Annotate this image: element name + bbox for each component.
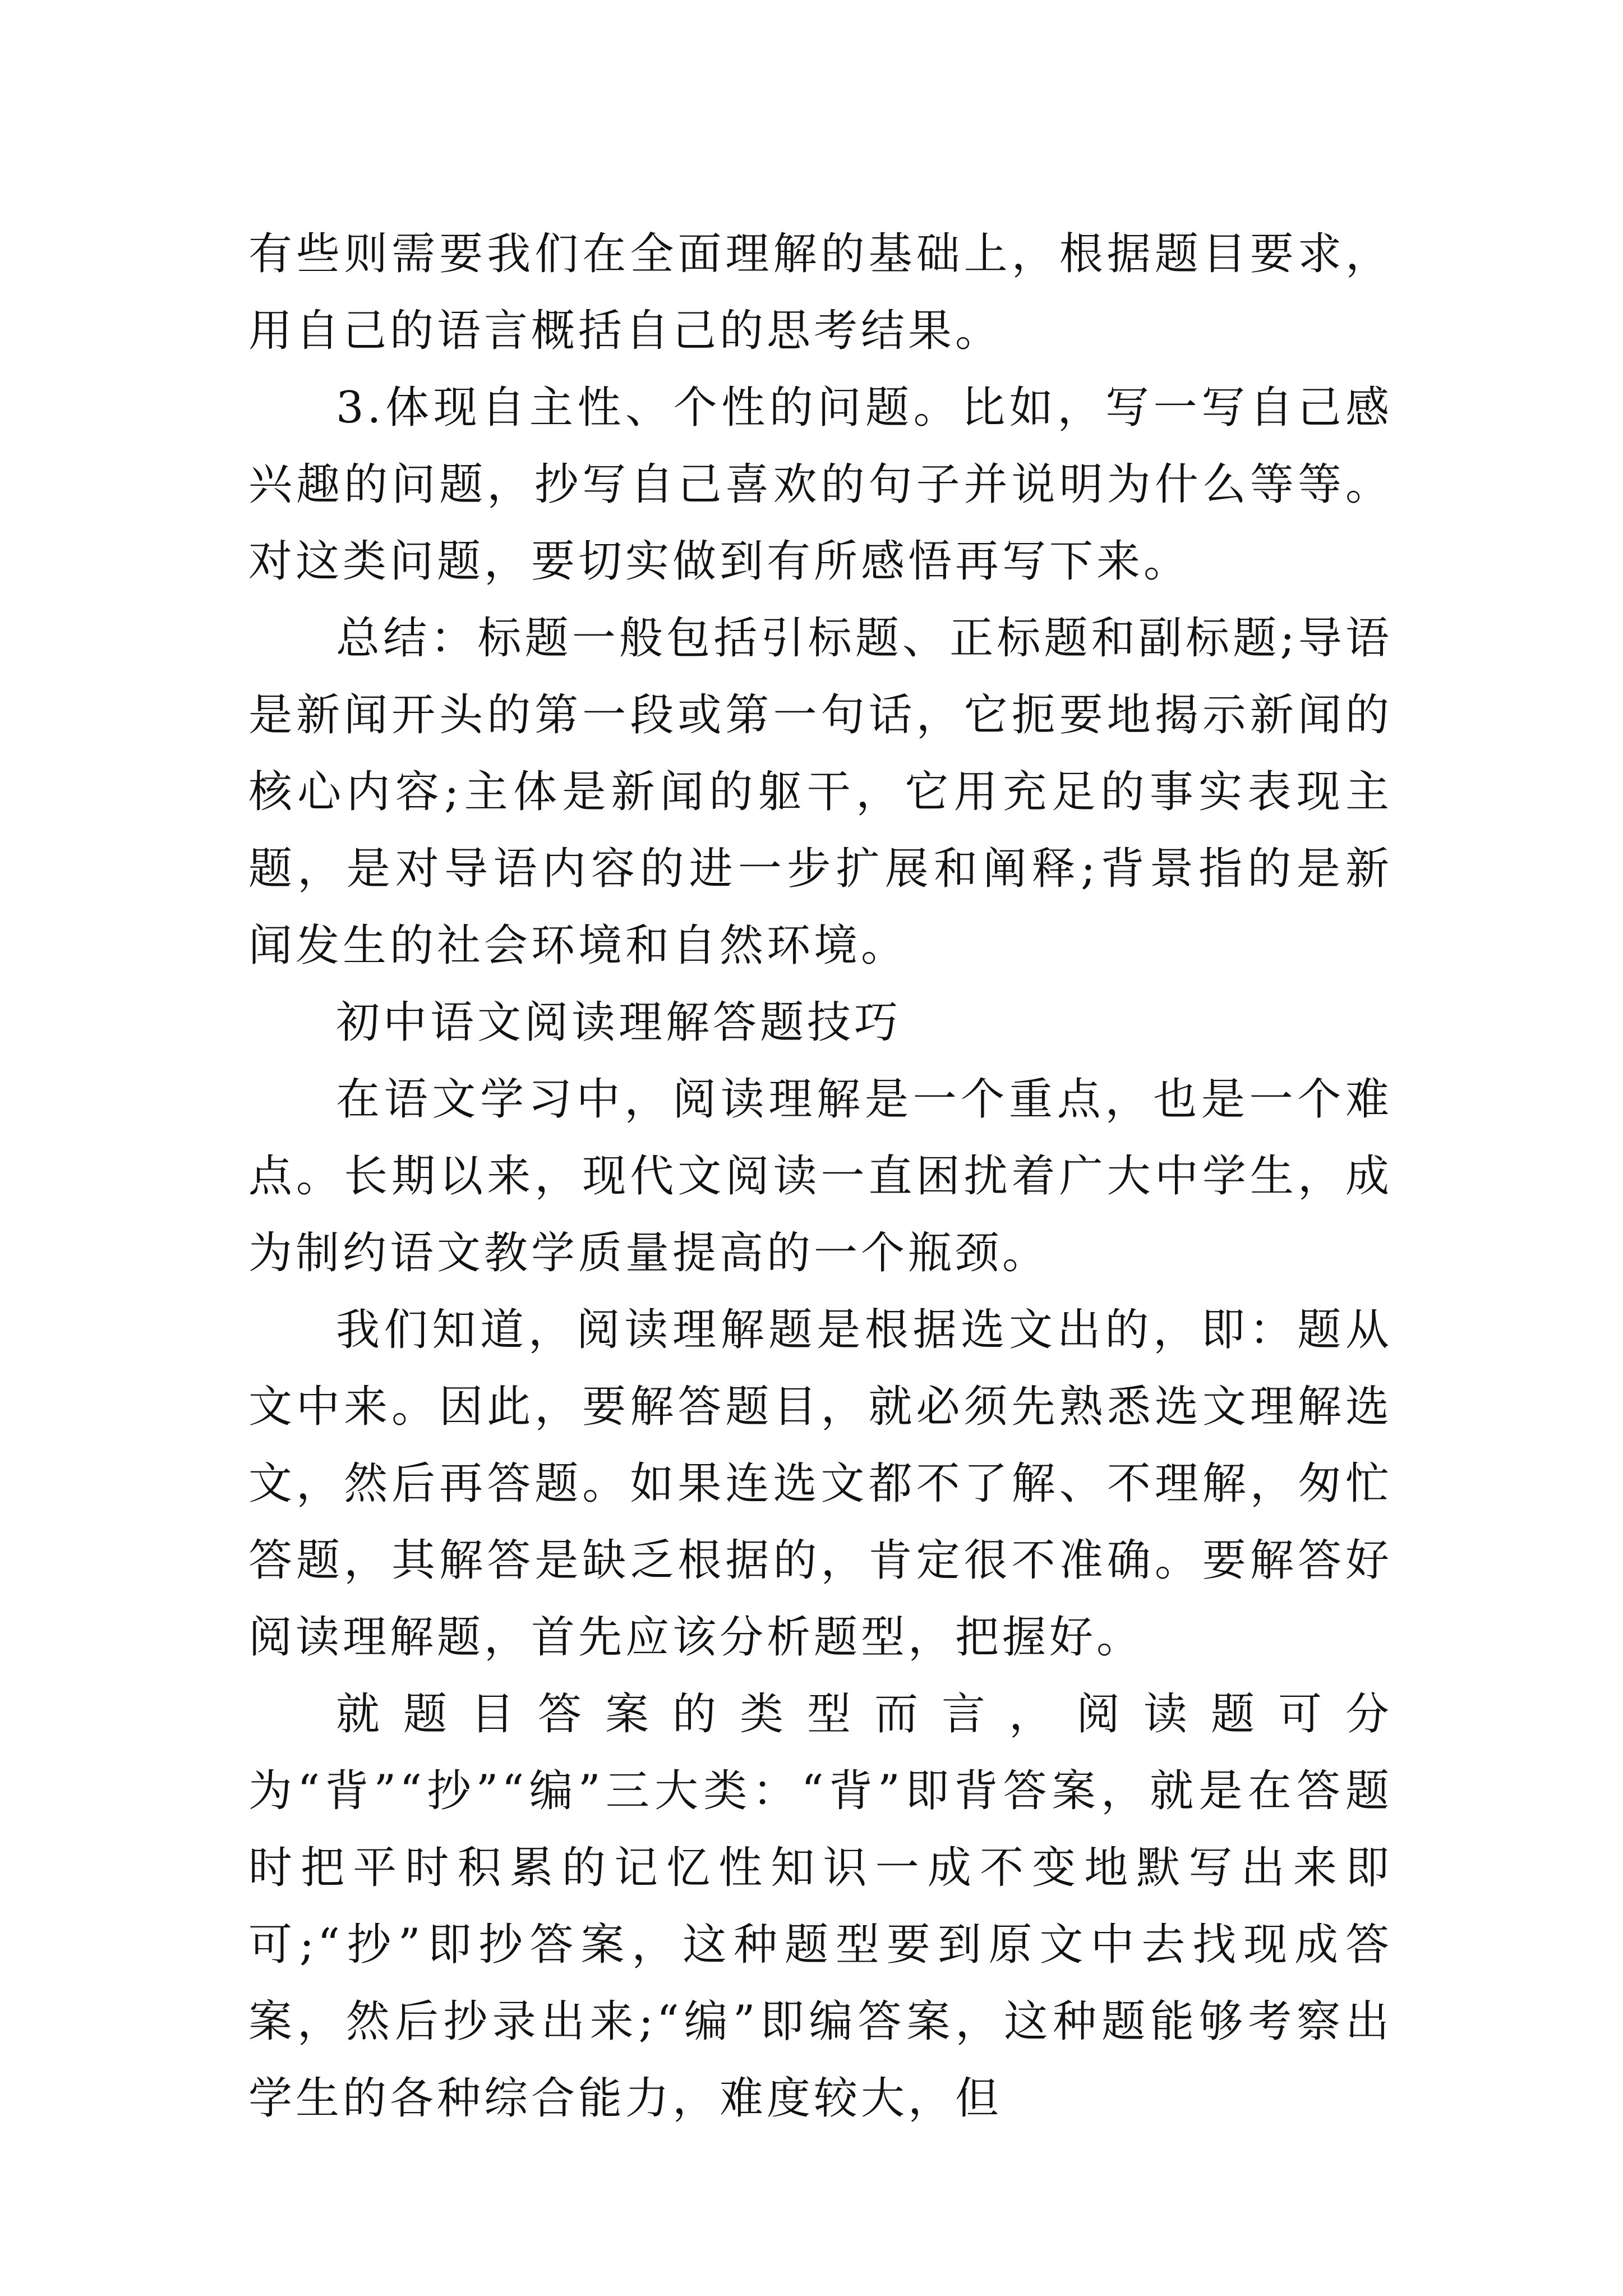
document-body bbox=[248, 216, 1393, 2137]
paragraph-point-3: 3.体现自主性、个性的问题。比如，写一写自己感兴趣的问题，抄写自己喜欢的句子并说明为什么等等。对这类问题，要切实做到有所感悟再写下来。 bbox=[248, 383, 1393, 587]
section-heading: 初中语文阅读理解答题技巧 bbox=[336, 997, 902, 1048]
paragraph-answer-types: 就题目答案的类型而言，阅读题可分为“背”“抄”“编”三大类：“背”即背答案，就是在答题时把平时积累的记忆性知识一成不变地默写出来即可;“抄”即抄答案，这种题型要到原文中去找现成答案，然后抄录出来;“编”即编答案，这种题能够考察出学生的各种综合能力，难度较大，但 bbox=[248, 1689, 1393, 2124]
paragraph-summary: 总结：标题一般包括引标题、正标题和副标题;导语是新闻开头的第一段或第一句话，它扼要地揭示新闻的核心内容;主体是新闻的躯干，它用充足的事实表现主题，是对导语内容的进一步扩展和阐释;背景指的是新闻发生的社会环境和自然环境。 bbox=[248, 613, 1393, 971]
paragraph-continuation: 有些则需要我们在全面理解的基础上，根据题目要求，用自己的语言概括自己的思考结果。 bbox=[248, 229, 1393, 356]
paragraph-intro: 在语文学习中，阅读理解是一个重点，也是一个难点。长期以来，现代文阅读一直困扰着广大中学生，成为制约语文教学质量提高的一个瓶颈。 bbox=[248, 1074, 1393, 1278]
paragraph-approach: 我们知道，阅读理解题是根据选文出的，即：题从文中来。因此，要解答题目，就必须先熟悉选文理解选文，然后再答题。如果连选文都不了解、不理解，匆忙答题，其解答是缺乏根据的，肯定很不准确。要解答好阅读理解题，首先应该分析题型，把握好。 bbox=[248, 1305, 1393, 1663]
